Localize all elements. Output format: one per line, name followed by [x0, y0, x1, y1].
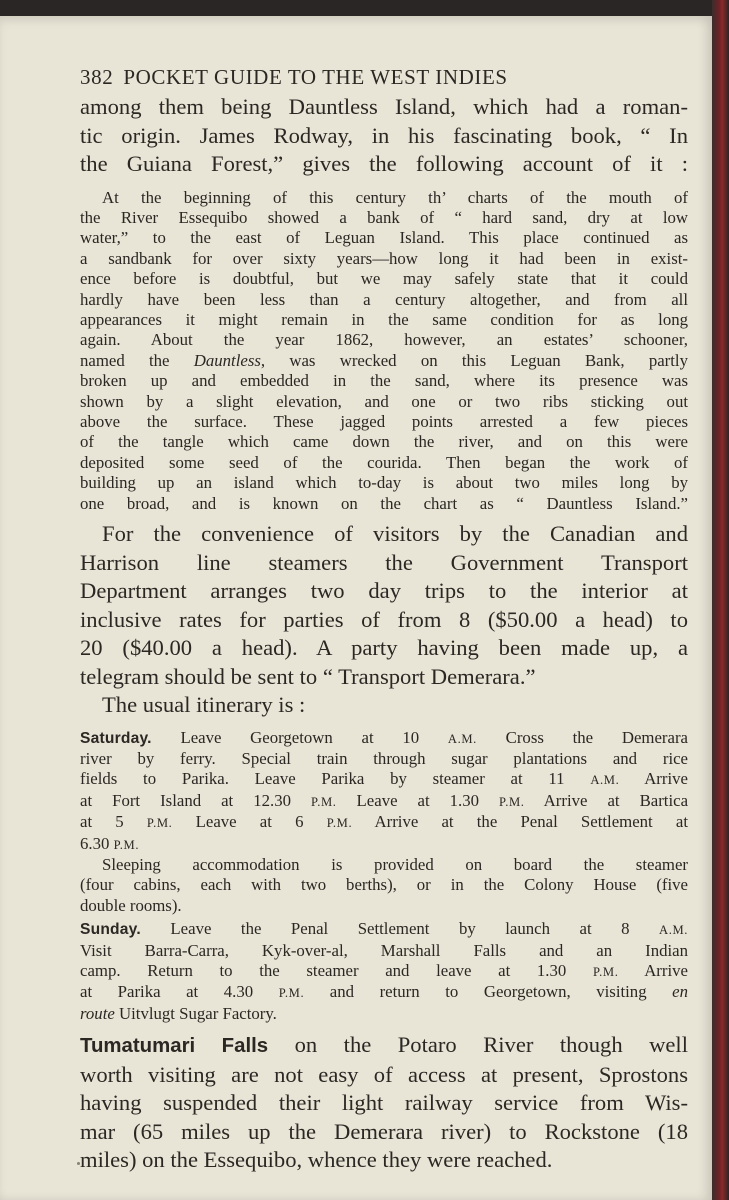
text-line: (four cabins, each with two berths), or in the Colony House (five — [80, 875, 688, 895]
text-line: camp. Return to the steamer and leave at 1.30 P.M. Arrive — [80, 960, 688, 980]
running-title: POCKET GUIDE TO THE WEST INDIES — [123, 65, 508, 89]
text-line: deposited some seed of the courida. Then began the work of — [80, 452, 688, 472]
text-line: broken up and embedded in the sand, where its presence was — [80, 371, 688, 391]
text-line: at 5 P.M. Leave at 6 P.M. Arrive at the Penal Settlement at — [80, 812, 689, 832]
text-line: one broad, and is known on the chart as “ Dauntless Island.” — [80, 493, 688, 513]
text-line: Sunday. Leave the Penal Settlement by launch at 8 A.M. — [80, 919, 689, 939]
text-line: the River Essequibo showed a bank of “ hard sand, dry at low — [80, 207, 688, 227]
text-line: having suspended their light railway service from Wis- — [80, 1090, 688, 1116]
text-line: fields to Parika. Leave Parika by steamer at 11 A.M. Arrive — [80, 769, 688, 789]
text-line: appearances it might remain in the same condition for as long — [80, 309, 688, 329]
text-line: route Uitvlugt Sugar Factory. — [80, 1003, 277, 1023]
rodway-quotation — [80, 188, 688, 515]
text-line: of the tangle which came down the river, and on this were — [80, 432, 688, 452]
text-line: hardly have been less than a century altogether, and from all — [80, 289, 688, 309]
text-line: named the Dauntless, was wrecked on this Leguan Bank, partly — [80, 350, 688, 370]
text-line: For the convenience of visitors by the Canadian and — [102, 521, 688, 546]
text-line: mar (65 miles up the Demerara river) to Rockstone (18 — [80, 1118, 688, 1144]
day-label-saturday: Saturday. — [80, 729, 152, 747]
text-line: tic origin. James Rodway, in his fascinating book, “ In — [80, 122, 688, 148]
text-line: Sleeping accommodation is provided on board the steamer — [102, 854, 688, 874]
page-content — [80, 62, 688, 1175]
text-line: water,” to the east of Leguan Island. This place continued as — [80, 228, 688, 248]
text-line: Saturday. Leave Georgetown at 10 A.M. Cross the Demerara — [80, 727, 688, 747]
text-line: 20 ($40.00 a head). A party having been made up, a — [80, 635, 688, 660]
text-line: building up an island which to-day is about two miles long by — [80, 473, 688, 493]
text-line: worth visiting are not easy of access at present, Sprostons — [80, 1061, 688, 1087]
text-line: ence before is doubtful, but we may safely state that it could — [80, 269, 688, 289]
day-label-sunday: Sunday. — [80, 921, 141, 939]
text-line: shown by a slight elevation, and one or two ribs sticking out — [80, 391, 688, 411]
itinerary-intro: The usual itinerary is : — [102, 692, 306, 717]
text-line: above the surface. These jagged points arrested a few pieces — [80, 411, 688, 431]
text-line: at Fort Island at 12.30 P.M. Leave at 1.30 P.M. Arrive at Bartica — [80, 790, 689, 810]
ship-name: Dauntless — [193, 350, 261, 370]
text-line: river by ferry. Special train through sugar plantations and rice — [80, 748, 688, 768]
text-line: Department arranges two day trips to the interior at — [80, 578, 688, 603]
text-line: 6.30 P.M. — [80, 833, 140, 853]
text-line: at Parika at 4.30 P.M. and return to Georgetown, visiting en — [80, 982, 688, 1002]
text-line: Visit Barra-Carra, Kyk-over-al, Marshall Falls and an Indian — [80, 940, 688, 960]
text-line: a sandbank for over sixty years—how long it had been in exist- — [80, 248, 688, 268]
text-line: among them being Dauntless Island, which had a roman- — [80, 94, 688, 119]
text-line: Tumatumari Falls on the Potaro River though well — [80, 1032, 688, 1058]
text-line: the Guiana Forest,” gives the following account of it : — [80, 151, 688, 176]
text-line: Harrison line steamers the Government Transport — [80, 549, 688, 575]
running-header — [80, 62, 688, 92]
text-line: again. About the year 1862, however, an estates’ schooner, — [80, 330, 688, 350]
text-line: double rooms). — [80, 895, 182, 915]
visitors-paragraph — [80, 520, 688, 720]
text-line: telegram should be sent to “ Transport Demerara.” — [80, 663, 536, 689]
intro-paragraph — [80, 93, 688, 179]
itinerary-saturday — [80, 728, 688, 917]
itinerary-sunday — [80, 919, 688, 1024]
falls-heading: Tumatumari Falls — [80, 1035, 269, 1058]
text-line: At the beginning of this century th’ charts of the mouth of — [102, 187, 688, 207]
falls-paragraph — [80, 1031, 688, 1175]
text-line: inclusive rates for parties of from 8 ($50.00 a head) to — [80, 606, 688, 632]
book-edge — [712, 0, 729, 1200]
page-number: 382 — [80, 65, 114, 89]
text-line: miles) on the Essequibo, whence they were reached. — [80, 1147, 553, 1173]
